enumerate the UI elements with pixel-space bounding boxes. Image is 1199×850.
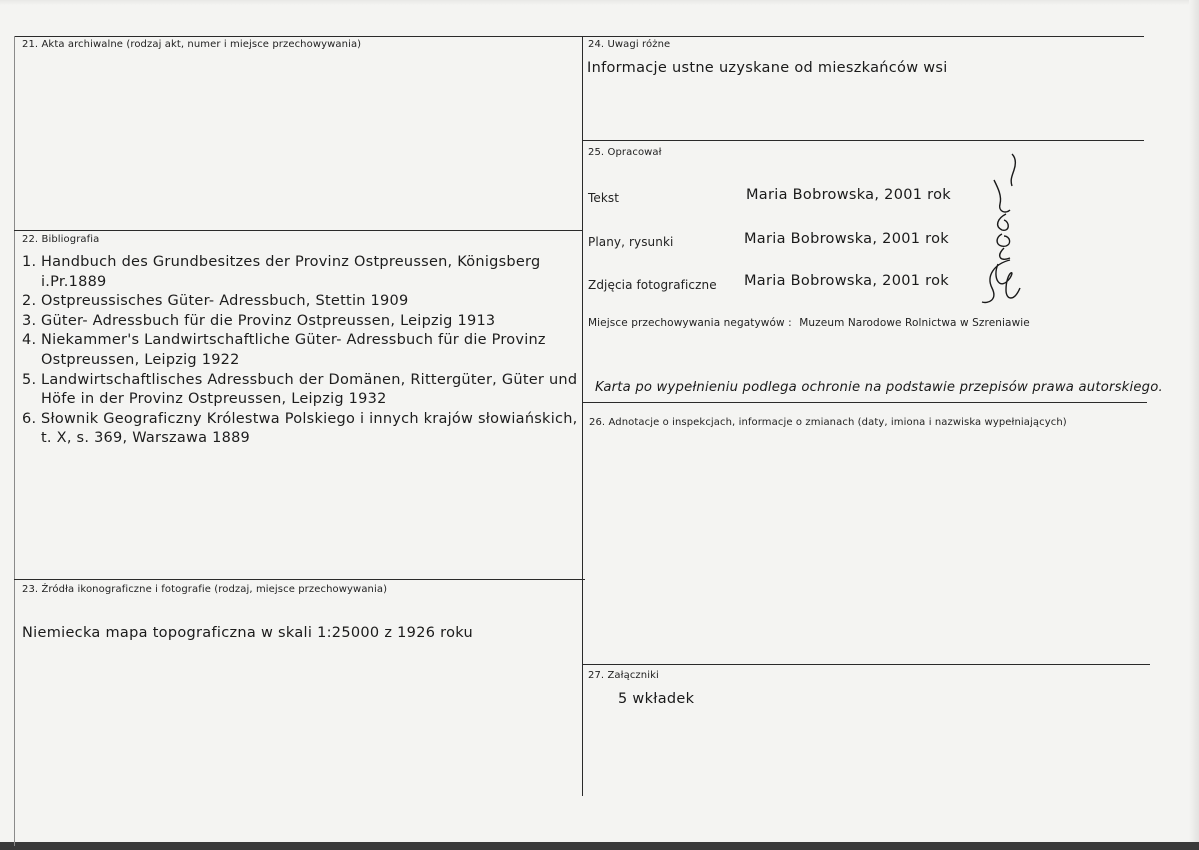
attachments-value: 5 wkładek bbox=[618, 691, 695, 707]
author-row-label-photos: Zdjęcia fotograficzne bbox=[588, 278, 717, 292]
rule-22-23 bbox=[14, 579, 585, 580]
author-row-value-text: Maria Bobrowska, 2001 rok bbox=[746, 187, 951, 203]
section-23-label: 23. Źródła ikonograficzne i fotografie (rodzaj, miejsce przechowywania) bbox=[22, 584, 388, 595]
bibliography-item: 1. Handbuch des Grundbesitzes der Provinz Ostpreussen, Königsberg i.Pr.1889 bbox=[22, 254, 541, 290]
negatives-label: Miejsce przechowywania negatywów : bbox=[588, 317, 792, 329]
author-row-label-text: Tekst bbox=[588, 191, 620, 205]
section-26-label: 26. Adnotacje o inspekcjach, informacje o zmianach (daty, imiona i nazwiska wypełniających) bbox=[589, 417, 1067, 428]
bibliography-item: 4. Niekammer's Landwirtschaftliche Güter- Adressbuch für die Provinz Ostpreussen, Leipzig 1922 bbox=[22, 332, 546, 368]
author-row-value-photos: Maria Bobrowska, 2001 rok bbox=[744, 273, 949, 289]
bibliography-item: 2. Ostpreussisches Güter- Adressbuch, Stettin 1909 bbox=[22, 293, 409, 310]
scan-bottom-edge bbox=[0, 842, 1199, 850]
bibliography-item: 3. Güter- Adressbuch für die Provinz Ostpreussen, Leipzig 1913 bbox=[22, 312, 496, 329]
negatives-location bbox=[588, 317, 1030, 329]
section-25-label: 25. Opracował bbox=[588, 147, 662, 158]
section-27-label: 27. Załączniki bbox=[588, 670, 659, 681]
bibliography-item: 5. Landwirtschaftlisches Adressbuch der Domänen, Rittergüter, Güter und Höfe in der Provinz Ostpreussen, Leipzig 1932 bbox=[22, 371, 578, 408]
top-rule bbox=[14, 36, 1144, 37]
bibliography-item: 6. Słownik Geograficzny Królestwa Polskiego i innych krajów słowiańskich, t. X, s. 369, Warszawa 1889 bbox=[22, 410, 578, 447]
column-divider bbox=[582, 36, 583, 796]
copyright-note: Karta po wypełnieniu podlega ochronie na podstawie przepisów prawa autorskiego. bbox=[595, 380, 1163, 395]
section-22-label: 22. Bibliografia bbox=[22, 234, 100, 245]
rule-25-26 bbox=[582, 402, 1147, 403]
left-margin-line bbox=[14, 36, 15, 846]
author-row-label-plans: Plany, rysunki bbox=[588, 235, 674, 249]
paper-right-edge bbox=[1189, 0, 1199, 850]
paper-top-edge bbox=[0, 0, 1199, 5]
handwritten-signature bbox=[980, 152, 1040, 312]
rule-24-25 bbox=[582, 140, 1144, 141]
bibliography-list bbox=[22, 253, 582, 449]
rule-21-22 bbox=[14, 230, 582, 231]
section-24-label: 24. Uwagi różne bbox=[588, 39, 671, 50]
negatives-value: Muzeum Narodowe Rolnictwa w Szreniawie bbox=[799, 317, 1030, 329]
rule-26-27 bbox=[582, 664, 1150, 665]
author-row-value-plans: Maria Bobrowska, 2001 rok bbox=[744, 231, 949, 247]
remarks-value: Informacje ustne uzyskane od mieszkańców wsi bbox=[587, 60, 948, 76]
iconographic-sources-value: Niemiecka mapa topograficzna w skali 1:25000 z 1926 roku bbox=[22, 625, 474, 641]
section-21-label: 21. Akta archiwalne (rodzaj akt, numer i miejsce przechowywania) bbox=[22, 39, 362, 50]
